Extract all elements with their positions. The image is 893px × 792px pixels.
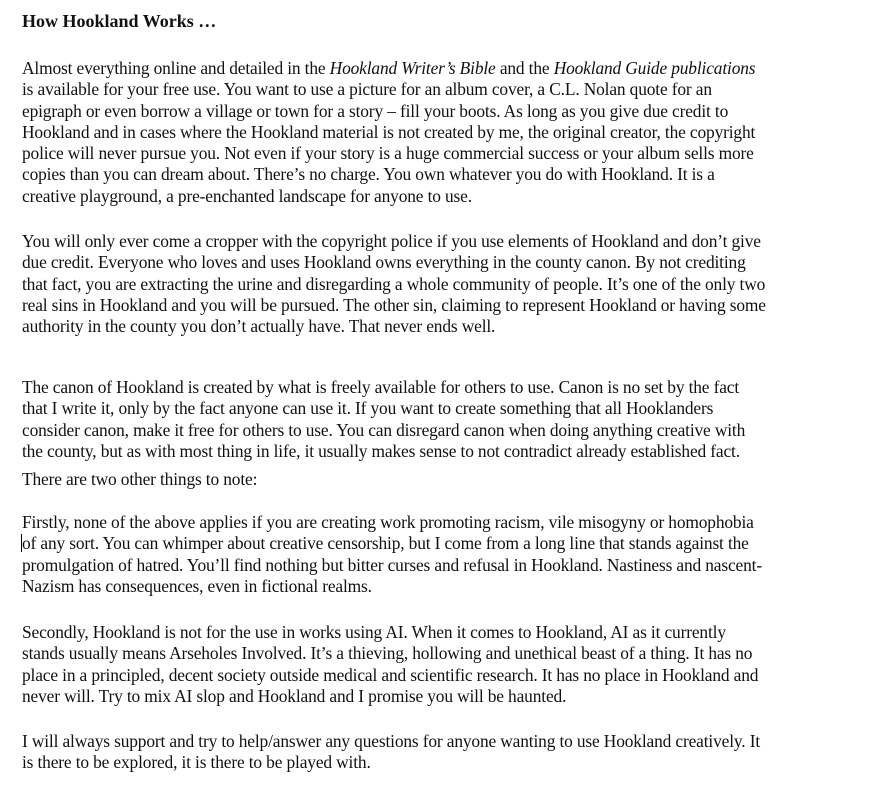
text-line [22, 122, 755, 143]
paragraph-copyright-police[interactable] [22, 231, 766, 337]
text-line [22, 252, 766, 273]
paragraph-usage-terms[interactable] [22, 58, 755, 207]
text-line [22, 101, 755, 122]
publication-title: Hookland Writer’s Bible [329, 58, 496, 78]
line-text: creative playground, a pre-enchanted landscape for anyone to use. [22, 185, 472, 206]
line-text: is available for your free use. You want to use a picture for an album cover, a C.L. Nolan quote for an [22, 79, 712, 100]
paragraph-secondly[interactable] [22, 622, 758, 707]
line-text: police will never pursue you. Not even if your story is a huge commercial success or your album sells more [22, 143, 754, 164]
text-line [22, 752, 760, 773]
paragraph-two-things[interactable] [22, 469, 257, 490]
document-title: How Hookland Works … [22, 11, 217, 31]
text-line [22, 143, 755, 164]
line-text: that I write it, only by the fact anyone can use it. If you want to create something that all Hooklanders [22, 398, 714, 419]
text-line [22, 420, 745, 441]
paragraph-canon[interactable] [22, 377, 745, 462]
line-text: The canon of Hookland is created by what is freely available for others to use. Canon is no set by the fact [22, 377, 740, 397]
text-line [22, 231, 766, 252]
text-line [22, 665, 758, 686]
line-text: is there to be explored, it is there to be played with. [22, 752, 371, 773]
text-line [22, 377, 745, 398]
text-line [22, 622, 758, 643]
line-text: There are two other things to note: [22, 469, 258, 489]
line-text: never will. Try to mix AI slop and Hookland and I promise you will be haunted. [22, 685, 567, 706]
line-text: You will only ever come a cropper with the copyright police if you use elements of Hookland and don’t give [22, 231, 761, 251]
line-text: copies than you can dream about. There’s no charge. You own whatever you do with Hookland. It is a [22, 164, 715, 185]
text-line [22, 186, 755, 207]
text-line [22, 469, 257, 490]
line-text: real sins in Hookland and you will be pursued. The other sin, claiming to represent Hookland or having some [22, 294, 766, 315]
line-text: due credit. Everyone who loves and uses Hookland owns everything in the county canon. By not crediting [22, 252, 746, 273]
line-text: consider canon, make it free for others to use. You can disregard canon when doing anything creative with [22, 419, 746, 440]
text-line [22, 58, 755, 79]
text-line [22, 164, 755, 185]
text-line [22, 512, 762, 533]
text-line [22, 274, 766, 295]
line-text: of any sort. You can whimper about creative censorship, but I come from a long line that stands against the [22, 533, 749, 554]
line-text: the county, but as with most thing in life, it usually makes sense to not contradict already established fact. [22, 440, 740, 461]
line-text: I will always support and try to help/answer any questions for anyone wanting to use Hookland creatively. It [22, 731, 761, 751]
line-text: Firstly, none of the above applies if you are creating work promoting racism, vile misogyny or homophobia [22, 512, 754, 532]
line-text: that fact, you are extracting the urine and disregarding a whole community of people. It’s one of the only two [22, 273, 766, 294]
text-line [22, 441, 745, 462]
text-line [22, 576, 762, 597]
line-text: stands usually means Arseholes Involved. It’s a thieving, hollowing and unethical beast of a thing. It has no [22, 643, 753, 664]
text-line [22, 79, 755, 100]
text-line [22, 643, 758, 664]
line-text: Hookland and in cases where the Hookland material is not created by me, the original creator, the copyright [22, 121, 756, 142]
text-line [22, 686, 758, 707]
text-line [22, 316, 766, 337]
line-text: Secondly, Hookland is not for the use in works using AI. When it comes to Hookland, AI as it currently [22, 622, 726, 642]
line-text: Nazism has consequences, even in fictional realms. [22, 575, 372, 596]
text-line [22, 295, 766, 316]
paragraph-support[interactable] [22, 731, 760, 774]
line-text: promulgation of hatred. You’ll find nothing but bitter curses and refusal in Hookland. Nastiness and nascent- [22, 554, 762, 575]
line-text: authority in the county you don’t actually have. That never ends well. [22, 316, 496, 337]
line-text: Almost everything online and detailed in the [22, 58, 330, 78]
line-text: place in a principled, decent society outside medical and scientific research. It has no place in Hookland and [22, 664, 759, 685]
text-line [22, 555, 762, 576]
text-line [22, 398, 745, 419]
text-line [22, 533, 762, 554]
line-text: epigraph or even borrow a village or town for a story – fill your boots. As long as you give due credit to [22, 100, 729, 121]
text-line [22, 731, 760, 752]
line-text: and the [495, 58, 554, 78]
paragraph-firstly[interactable] [22, 512, 762, 597]
publication-title: Hookland Guide publications [553, 58, 756, 78]
